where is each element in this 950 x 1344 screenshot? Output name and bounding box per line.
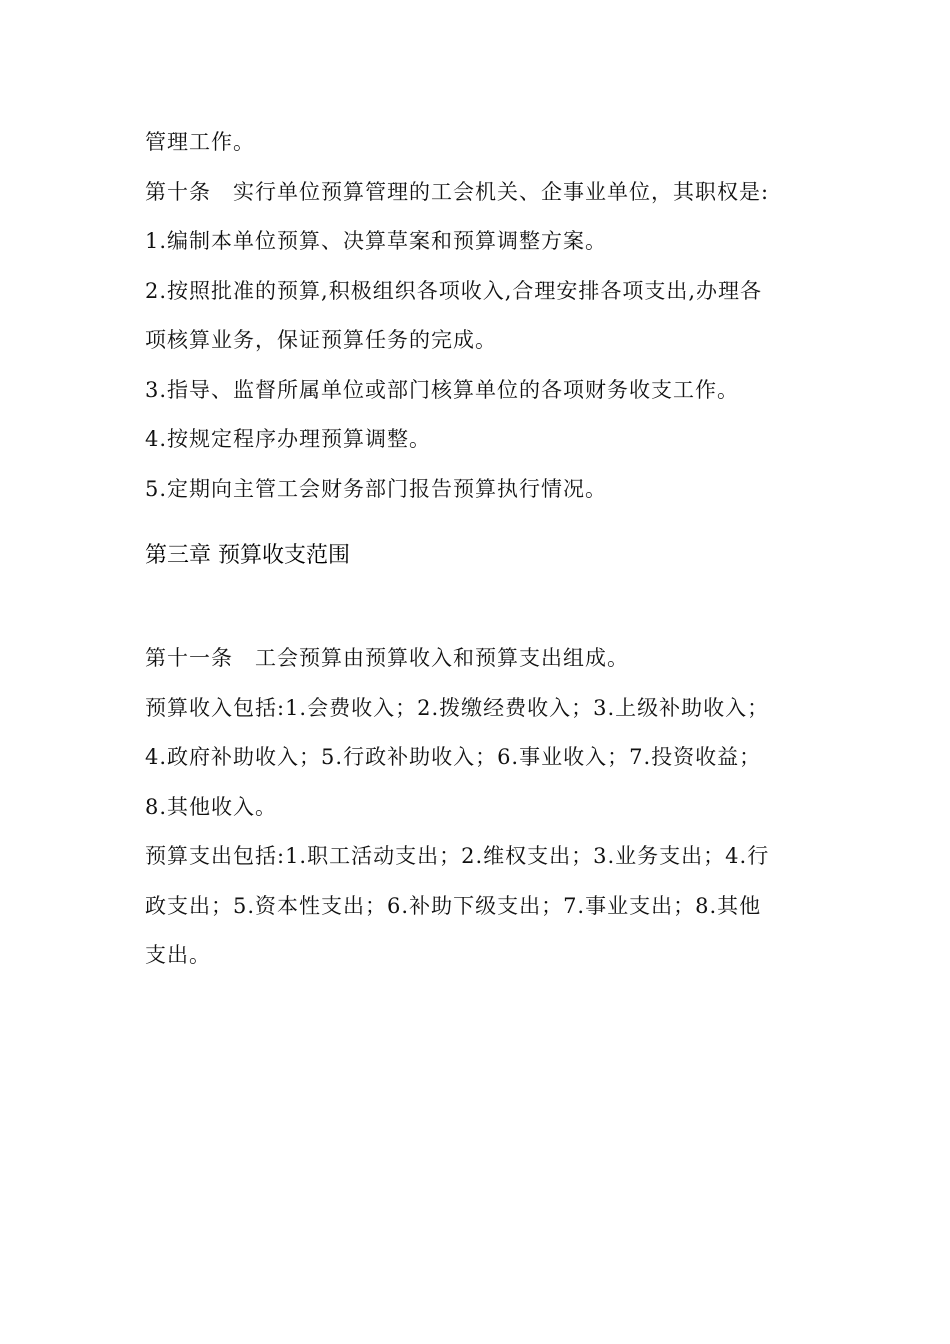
chapter-heading: 第三章 预算收支范围 (145, 543, 350, 568)
expenditure-items-line: 政支出；5.资本性支出；6.补助下级支出；7.事业支出；8.其他 (145, 893, 762, 918)
expenditure-items-line: 预算支出包括:1.职工活动支出；2.维权支出；3.业务支出；4.行 (145, 844, 770, 868)
list-item-3: 3.指导、监督所属单位或部门核算单位的各项财务收支工作。 (145, 377, 740, 402)
list-item-2: 2.按照批准的预算,积极组织各项收入,合理安排各项支出,办理各 (145, 278, 763, 303)
text-line: 管理工作。 (145, 130, 255, 154)
revenue-items-line: 8.其他收入。 (145, 794, 278, 819)
list-item-5: 5.定期向主管工会财务部门报告预算执行情况。 (145, 476, 608, 501)
list-item-1: 1.编制本单位预算、决算草案和预算调整方案。 (145, 229, 608, 253)
list-item-4: 4.按规定程序办理预算调整。 (145, 427, 432, 451)
section-budget-scope (145, 634, 810, 981)
revenue-items-line: 预算收入包括:1.会费收入；2.拨缴经费收入；3.上级补助收入； (145, 695, 770, 720)
article-eleven-line: 第十一条 工会预算由预算收入和预算支出组成。 (145, 646, 629, 670)
expenditure-items-line: 支出。 (145, 943, 211, 967)
revenue-items-line: 4.政府补助收入；5.行政补助收入；6.事业收入；7.投资收益； (145, 745, 762, 769)
list-item-2-continued: 项核算业务，保证预算任务的完成。 (145, 328, 497, 352)
document-body (145, 118, 810, 981)
section-budget-authority (145, 118, 810, 514)
article-ten-heading-line: 第十条 实行单位预算管理的工会机关、企事业单位，其职权是: (145, 179, 770, 204)
